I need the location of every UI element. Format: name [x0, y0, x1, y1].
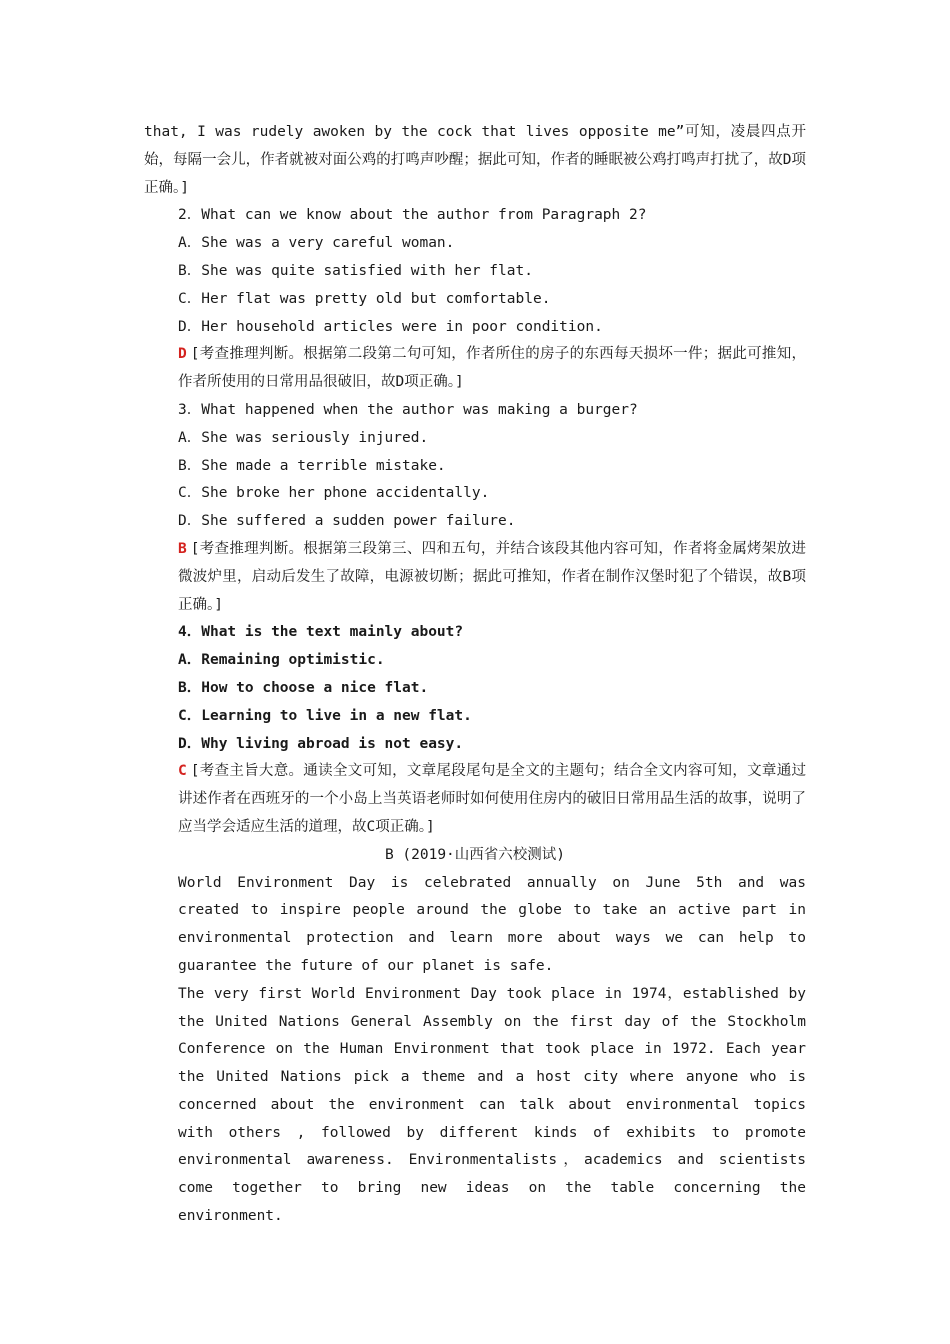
passage-b-paragraph: The very first World Environment Day took place in 1974，established by the United Nations General Assembly on the first day of the Stockholm Conference on the Human Environment that took place in 1972. Each year the United Nations pick a theme and a host city where anyone who is concerned about the environment can talk about environmental topics with others , followed by different kinds of exhibits to promote environmental awareness. Environmentalists，academics and scientists come together to bring new ideas on the table concerning the environment. — [178, 985, 806, 1225]
q2-option-c: C．Her flat was pretty old but comfortable. — [178, 290, 551, 307]
q3-explanation — [144, 536, 806, 619]
q3-option-d: D．She suffered a sudden power failure. — [178, 513, 516, 530]
passage-b-paragraph: World Environment Day is celebrated annually on June 5th and was created to inspire people around the globe to take an active part in environmental protection and learn more about ways we can help to guarantee the future of our planet is safe. — [178, 874, 806, 974]
q3-option-a: A．She was seriously injured. — [178, 429, 429, 446]
q2-explanation-text: [考查推理判断。根据第二段第二句可知，作者所住的房子的东西每天损坏一件；据此可推知，作者所使用的日常用品很破旧，故D项正确。] — [178, 346, 806, 391]
passage-b-heading: B (2019·山西省六校测试) — [384, 846, 566, 863]
q4-option-b: B．How to choose a nice flat. — [178, 679, 429, 696]
q4-answer: C — [178, 763, 187, 780]
q4-option-a: A．Remaining optimistic. — [178, 652, 385, 669]
q1-explanation-tail: that, I was rudely awoken by the cock that lives opposite me”可知，凌晨四点开始，每隔一会儿，作者就被对面公鸡的打鸣声吵醒；据此可知，作者的睡眠被公鸡打鸣声打扰了，故D项正确。] — [144, 124, 806, 196]
q4-explanation — [144, 758, 806, 841]
q4-explanation-text: [考查主旨大意。通读全文可知，文章尾段尾句是全文的主题句；结合全文内容可知，文章通过讲述作者在西班牙的一个小岛上当英语老师时如何使用住房内的破旧日常用品生活的故事，说明了应当学会适应生活的道理，故C项正确。] — [178, 763, 806, 835]
q4-stem: 4．What is the text mainly about? — [178, 624, 464, 641]
q2-stem: 2．What can we know about the author from Paragraph 2? — [178, 207, 647, 224]
q3-stem: 3．What happened when the author was making a burger? — [178, 401, 638, 418]
q3-explanation-text: [考查推理判断。根据第三段第三、四和五句，并结合该段其他内容可知，作者将金属烤架放进微波炉里，启动后发生了故障，电源被切断；据此可推知，作者在制作汉堡时犯了个错误，故B项正确。] — [178, 540, 806, 613]
q3-option-c: C．She broke her phone accidentally. — [178, 485, 490, 502]
q3-option-b: B．She made a terrible mistake. — [178, 457, 446, 474]
q4-option-c: C．Learning to live in a new flat. — [178, 707, 472, 724]
q2-answer: D — [178, 346, 187, 363]
document-page — [144, 119, 806, 1231]
q2-option-a: A．She was a very careful woman. — [178, 235, 455, 252]
q2-explanation — [144, 341, 806, 397]
q2-option-d: D．Her household articles were in poor condition. — [178, 318, 603, 335]
q2-option-b: B．She was quite satisfied with her flat. — [178, 262, 533, 279]
q4-option-d: D．Why living abroad is not easy. — [178, 735, 464, 752]
q3-answer: B — [178, 540, 187, 557]
